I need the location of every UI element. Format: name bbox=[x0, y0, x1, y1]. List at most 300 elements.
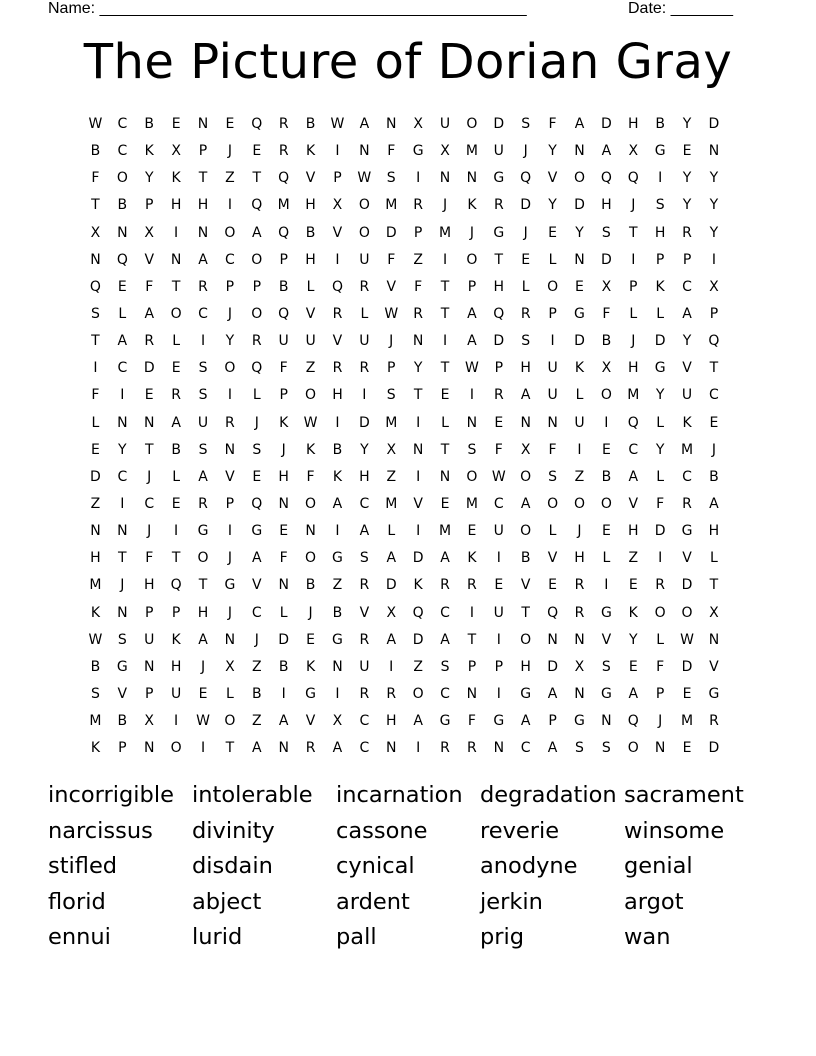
grid-letter: C bbox=[117, 468, 128, 485]
grid-letter: E bbox=[682, 143, 692, 160]
grid-letter: L bbox=[656, 305, 665, 322]
letter-grid bbox=[82, 111, 727, 762]
grid-letter: M bbox=[627, 387, 640, 404]
grid-letter: R bbox=[709, 713, 719, 730]
grid-letter: F bbox=[467, 713, 476, 730]
grid-letter: I bbox=[416, 414, 421, 431]
grid-letter: L bbox=[172, 333, 181, 350]
grid-letter: L bbox=[521, 278, 530, 295]
grid-letter: L bbox=[602, 550, 611, 567]
grid-letter: T bbox=[440, 360, 450, 377]
grid-letter: G bbox=[332, 631, 343, 648]
grid-letter: E bbox=[225, 116, 235, 132]
grid-letter: O bbox=[224, 224, 236, 241]
grid-letter: Z bbox=[574, 468, 585, 485]
grid-letter: I bbox=[335, 251, 340, 268]
grid-letter: O bbox=[224, 713, 236, 730]
grid-letter: C bbox=[144, 495, 155, 512]
grid-letter: D bbox=[708, 116, 720, 132]
word-list-item: ardent bbox=[336, 888, 410, 915]
grid-letter: B bbox=[305, 116, 316, 132]
grid-letter: Y bbox=[628, 631, 638, 648]
grid-letter: N bbox=[547, 631, 558, 648]
grid-letter: H bbox=[574, 550, 585, 567]
grid-letter: O bbox=[251, 305, 263, 322]
grid-letter: N bbox=[574, 685, 585, 702]
grid-letter: Q bbox=[627, 170, 639, 187]
grid-letter: X bbox=[144, 224, 155, 241]
grid-letter: D bbox=[574, 333, 585, 350]
grid-letter: U bbox=[197, 414, 209, 431]
grid-letter: Q bbox=[547, 604, 559, 621]
grid-letter: S bbox=[575, 740, 584, 757]
grid-letter: R bbox=[359, 360, 370, 377]
grid-letter: O bbox=[466, 116, 478, 132]
word-list-item: narcissus bbox=[48, 817, 153, 844]
grid-letter: E bbox=[440, 495, 450, 512]
grid-letter: Q bbox=[251, 495, 263, 512]
grid-letter: E bbox=[601, 441, 611, 458]
grid-letter: H bbox=[627, 360, 639, 377]
grid-letter: A bbox=[332, 740, 343, 757]
grid-letter: W bbox=[384, 305, 399, 322]
grid-letter: E bbox=[279, 523, 289, 540]
grid-letter: K bbox=[90, 740, 101, 757]
grid-letter: V bbox=[332, 333, 343, 350]
grid-letter: Y bbox=[413, 360, 423, 377]
grid-letter: H bbox=[654, 224, 666, 241]
grid-letter: Y bbox=[655, 441, 665, 458]
grid-letter: K bbox=[171, 170, 181, 187]
grid-letter: S bbox=[548, 468, 558, 485]
grid-letter: J bbox=[631, 333, 636, 350]
grid-letter: Y bbox=[709, 224, 719, 241]
grid-letter: O bbox=[466, 251, 478, 268]
grid-letter: A bbox=[171, 414, 181, 431]
grid-letter: I bbox=[389, 658, 394, 675]
grid-letter: K bbox=[574, 360, 585, 377]
grid-letter: N bbox=[117, 604, 128, 621]
grid-letter: S bbox=[467, 441, 477, 458]
grid-letter: F bbox=[91, 170, 100, 187]
grid-letter: R bbox=[493, 387, 504, 404]
grid-letter: C bbox=[628, 441, 639, 458]
grid-letter: O bbox=[305, 550, 317, 567]
grid-letter: Y bbox=[575, 224, 584, 241]
grid-letter: R bbox=[520, 305, 531, 322]
grid-letter: T bbox=[440, 305, 450, 322]
grid-letter: U bbox=[359, 658, 370, 675]
grid-letter: W bbox=[680, 631, 694, 648]
grid-letter: A bbox=[198, 468, 208, 485]
grid-letter: T bbox=[198, 170, 208, 187]
grid-letter: I bbox=[631, 251, 636, 268]
grid-letter: L bbox=[656, 631, 665, 648]
grid-letter: V bbox=[709, 658, 719, 675]
word-list-item: anodyne bbox=[480, 853, 578, 880]
grid-letter: S bbox=[386, 170, 396, 187]
grid-letter: Z bbox=[251, 713, 262, 730]
grid-letter: D bbox=[654, 333, 666, 350]
grid-letter: X bbox=[709, 604, 719, 621]
grid-letter: A bbox=[520, 387, 531, 404]
grid-letter: R bbox=[682, 224, 692, 241]
grid-letter: R bbox=[493, 197, 504, 214]
grid-letter: P bbox=[225, 278, 235, 295]
grid-letter: D bbox=[600, 251, 612, 268]
grid-letter: Q bbox=[627, 713, 639, 730]
word-list-item: degradation bbox=[480, 782, 617, 808]
grid-letter: F bbox=[414, 278, 423, 295]
word-list-item: cynical bbox=[336, 853, 415, 880]
grid-letter: Q bbox=[412, 604, 424, 621]
grid-letter: J bbox=[227, 143, 232, 160]
grid-letter: T bbox=[91, 333, 100, 350]
grid-letter: H bbox=[170, 197, 182, 214]
grid-letter: S bbox=[91, 685, 100, 702]
grid-letter: L bbox=[118, 305, 127, 322]
grid-letter: H bbox=[332, 387, 343, 404]
grid-letter: T bbox=[521, 604, 530, 621]
grid-letter: K bbox=[628, 604, 638, 621]
grid-letter: Q bbox=[708, 333, 720, 350]
grid-letter: V bbox=[359, 604, 370, 621]
grid-letter: X bbox=[332, 197, 343, 214]
word-list-item: sacrament bbox=[624, 782, 744, 808]
grid-letter: E bbox=[628, 658, 638, 675]
grid-letter: S bbox=[601, 224, 611, 241]
grid-letter: L bbox=[306, 278, 315, 295]
grid-letter: Q bbox=[278, 224, 290, 241]
grid-letter: R bbox=[359, 685, 370, 702]
grid-letter: O bbox=[600, 495, 612, 512]
grid-letter: R bbox=[440, 577, 450, 594]
grid-letter: M bbox=[438, 523, 452, 540]
grid-letter: X bbox=[601, 360, 612, 377]
grid-letter: A bbox=[359, 523, 370, 540]
grid-letter: N bbox=[466, 170, 478, 187]
grid-letter: Z bbox=[628, 550, 639, 567]
word-list-item: stifled bbox=[48, 853, 118, 880]
grid-letter: L bbox=[360, 305, 369, 322]
grid-letter: J bbox=[227, 604, 232, 621]
grid-letter: R bbox=[332, 305, 343, 322]
grid-letter: J bbox=[147, 468, 152, 485]
grid-letter: P bbox=[413, 224, 423, 241]
grid-letter: E bbox=[171, 360, 181, 377]
grid-letter: D bbox=[708, 740, 720, 757]
grid-letter: G bbox=[305, 685, 316, 702]
grid-letter: Q bbox=[331, 278, 343, 295]
grid-letter: O bbox=[681, 604, 693, 621]
grid-letter: C bbox=[251, 604, 262, 621]
grid-letter: U bbox=[574, 414, 585, 431]
grid-letter: H bbox=[197, 197, 209, 214]
grid-letter: H bbox=[520, 658, 531, 675]
grid-letter: O bbox=[358, 224, 370, 241]
grid-letter: I bbox=[120, 387, 125, 404]
grid-letter: R bbox=[305, 740, 316, 757]
grid-letter: V bbox=[305, 305, 316, 322]
grid-letter: G bbox=[654, 143, 666, 160]
grid-letter: O bbox=[170, 740, 182, 757]
date-field-label: Date: _______ bbox=[628, 0, 733, 17]
grid-letter: V bbox=[386, 278, 397, 295]
grid-letter: U bbox=[547, 360, 558, 377]
grid-letter: P bbox=[467, 278, 477, 295]
grid-letter: D bbox=[412, 550, 424, 567]
grid-letter: D bbox=[385, 577, 397, 594]
grid-letter: O bbox=[520, 631, 532, 648]
grid-letter: E bbox=[252, 143, 262, 160]
grid-letter: J bbox=[389, 333, 394, 350]
grid-letter: A bbox=[278, 713, 289, 730]
grid-letter: X bbox=[386, 604, 397, 621]
grid-letter: I bbox=[174, 224, 179, 241]
grid-letter: V bbox=[682, 550, 692, 567]
grid-letter: N bbox=[412, 441, 424, 458]
word-list-item: florid bbox=[48, 888, 106, 915]
grid-letter: V bbox=[305, 170, 316, 187]
grid-letter: N bbox=[90, 251, 101, 268]
grid-letter: V bbox=[225, 468, 235, 485]
grid-letter: J bbox=[200, 658, 206, 675]
grid-letter: J bbox=[711, 441, 716, 458]
grid-letter: A bbox=[198, 251, 208, 268]
grid-letter: Q bbox=[251, 197, 263, 214]
grid-letter: C bbox=[117, 143, 128, 160]
word-list-item: ennui bbox=[48, 924, 111, 951]
grid-letter: H bbox=[627, 116, 639, 132]
grid-letter: I bbox=[227, 197, 232, 214]
grid-letter: R bbox=[332, 360, 343, 377]
grid-letter: X bbox=[709, 278, 719, 295]
grid-letter: W bbox=[357, 170, 372, 187]
grid-letter: F bbox=[494, 441, 503, 458]
grid-letter: O bbox=[197, 550, 209, 567]
grid-letter: M bbox=[465, 495, 478, 512]
grid-letter: Y bbox=[360, 441, 369, 458]
grid-letter: A bbox=[628, 468, 639, 485]
grid-letter: G bbox=[224, 577, 236, 594]
grid-letter: V bbox=[413, 495, 423, 512]
grid-letter: N bbox=[278, 740, 289, 757]
grid-letter: E bbox=[117, 278, 127, 295]
word-list-item: jerkin bbox=[480, 888, 543, 915]
grid-letter: F bbox=[656, 495, 665, 512]
grid-letter: H bbox=[305, 251, 316, 268]
grid-letter: I bbox=[335, 685, 340, 702]
grid-letter: P bbox=[279, 251, 288, 268]
grid-letter: Q bbox=[89, 278, 101, 295]
grid-letter: A bbox=[440, 550, 450, 567]
word-list-item: incarnation bbox=[336, 782, 463, 808]
grid-letter: D bbox=[278, 631, 290, 648]
grid-letter: I bbox=[416, 740, 421, 757]
grid-letter: C bbox=[682, 468, 692, 485]
grid-letter: E bbox=[601, 523, 611, 540]
grid-letter: T bbox=[171, 278, 181, 295]
grid-letter: B bbox=[90, 143, 101, 160]
grid-letter: G bbox=[600, 685, 612, 702]
grid-letter: R bbox=[440, 740, 450, 757]
word-list-item: wan bbox=[624, 924, 671, 951]
grid-letter: X bbox=[171, 143, 181, 160]
grid-letter: A bbox=[386, 550, 397, 567]
grid-letter: R bbox=[655, 577, 666, 594]
grid-letter: S bbox=[386, 387, 396, 404]
grid-letter: P bbox=[548, 305, 557, 322]
grid-letter: N bbox=[117, 414, 128, 431]
grid-letter: N bbox=[386, 116, 397, 132]
grid-letter: E bbox=[682, 685, 692, 702]
grid-letter: R bbox=[225, 414, 235, 431]
grid-letter: N bbox=[412, 333, 424, 350]
word-list-item: incorrigible bbox=[48, 782, 174, 808]
grid-letter: M bbox=[89, 713, 102, 730]
grid-letter: I bbox=[120, 495, 125, 512]
grid-letter: J bbox=[227, 305, 232, 322]
grid-letter: J bbox=[147, 523, 152, 540]
grid-letter: X bbox=[332, 713, 343, 730]
grid-letter: P bbox=[655, 251, 665, 268]
word-list-item: winsome bbox=[624, 817, 725, 844]
grid-letter: P bbox=[548, 713, 557, 730]
grid-letter: T bbox=[252, 170, 262, 187]
grid-letter: E bbox=[548, 577, 558, 594]
grid-letter: Q bbox=[251, 116, 263, 132]
grid-letter: F bbox=[548, 441, 557, 458]
grid-letter: R bbox=[467, 740, 477, 757]
grid-letter: B bbox=[601, 468, 612, 485]
grid-letter: I bbox=[281, 685, 286, 702]
grid-letter: B bbox=[90, 658, 101, 675]
grid-letter: X bbox=[628, 143, 639, 160]
grid-letter: N bbox=[197, 224, 209, 241]
grid-letter: U bbox=[439, 116, 451, 132]
grid-letter: B bbox=[278, 658, 289, 675]
grid-letter: F bbox=[145, 550, 154, 567]
grid-letter: U bbox=[493, 604, 504, 621]
grid-letter: L bbox=[91, 414, 100, 431]
grid-letter: D bbox=[385, 224, 397, 241]
grid-letter: H bbox=[305, 197, 316, 214]
grid-letter: U bbox=[144, 631, 155, 648]
grid-letter: N bbox=[117, 523, 128, 540]
grid-letter: N bbox=[654, 740, 666, 757]
grid-letter: P bbox=[467, 658, 477, 675]
grid-letter: Z bbox=[90, 495, 101, 512]
grid-letter: Q bbox=[627, 414, 639, 431]
grid-letter: R bbox=[574, 604, 585, 621]
grid-letter: E bbox=[467, 523, 477, 540]
grid-letter: R bbox=[144, 333, 155, 350]
grid-letter: T bbox=[225, 740, 235, 757]
grid-letter: K bbox=[305, 143, 316, 160]
grid-letter: W bbox=[491, 468, 506, 485]
grid-letter: P bbox=[225, 495, 235, 512]
grid-letter: R bbox=[359, 278, 370, 295]
grid-letter: D bbox=[600, 116, 612, 132]
grid-letter: H bbox=[493, 278, 505, 295]
grid-letter: F bbox=[279, 550, 288, 567]
grid-letter: Y bbox=[682, 116, 692, 132]
grid-letter: E bbox=[575, 278, 584, 295]
grid-letter: D bbox=[520, 197, 532, 214]
grid-letter: N bbox=[493, 740, 505, 757]
grid-letter: J bbox=[120, 577, 125, 594]
grid-letter: E bbox=[494, 414, 504, 431]
grid-letter: D bbox=[493, 333, 505, 350]
grid-letter: N bbox=[90, 523, 101, 540]
grid-letter: F bbox=[548, 116, 557, 132]
grid-letter: I bbox=[550, 333, 555, 350]
grid-letter: V bbox=[628, 495, 639, 512]
grid-letter: H bbox=[627, 523, 639, 540]
grid-letter: Y bbox=[709, 197, 719, 214]
grid-letter: M bbox=[277, 197, 290, 214]
grid-letter: Z bbox=[332, 577, 343, 594]
grid-letter: V bbox=[332, 224, 343, 241]
grid-letter: A bbox=[467, 333, 477, 350]
grid-letter: R bbox=[359, 577, 370, 594]
grid-letter: V bbox=[144, 251, 155, 268]
grid-letter: M bbox=[680, 713, 694, 730]
grid-letter: P bbox=[387, 360, 396, 377]
grid-letter: U bbox=[305, 333, 316, 350]
word-list-item: argot bbox=[624, 888, 684, 915]
grid-letter: B bbox=[171, 441, 181, 458]
grid-letter: L bbox=[548, 523, 557, 540]
grid-letter: Q bbox=[493, 305, 505, 322]
grid-letter: S bbox=[440, 658, 450, 675]
grid-letter: D bbox=[547, 658, 558, 675]
grid-letter: J bbox=[523, 143, 528, 160]
grid-letter: A bbox=[117, 333, 128, 350]
grid-letter: I bbox=[335, 143, 340, 160]
grid-letter: Y bbox=[225, 333, 235, 350]
grid-letter: V bbox=[547, 550, 558, 567]
grid-letter: C bbox=[198, 305, 208, 322]
grid-letter: K bbox=[682, 414, 692, 431]
grid-letter: O bbox=[224, 360, 236, 377]
grid-letter: J bbox=[227, 550, 232, 567]
grid-letter: P bbox=[118, 740, 127, 757]
grid-letter: T bbox=[440, 278, 450, 295]
grid-letter: H bbox=[170, 658, 182, 675]
grid-letter: E bbox=[91, 441, 100, 458]
grid-letter: A bbox=[628, 685, 639, 702]
grid-letter: K bbox=[90, 604, 101, 621]
grid-letter: F bbox=[279, 360, 288, 377]
grid-letter: W bbox=[88, 631, 103, 648]
grid-letter: T bbox=[440, 441, 450, 458]
grid-letter: C bbox=[117, 360, 128, 377]
grid-letter: L bbox=[252, 387, 261, 404]
grid-letter: B bbox=[117, 713, 128, 730]
grid-letter: P bbox=[494, 658, 504, 675]
grid-letter: Y bbox=[548, 143, 557, 160]
word-list-item: disdain bbox=[192, 853, 273, 880]
grid-letter: A bbox=[574, 116, 585, 132]
grid-letter: E bbox=[306, 631, 315, 648]
grid-letter: C bbox=[225, 251, 235, 268]
grid-letter: O bbox=[251, 251, 263, 268]
grid-letter: G bbox=[708, 685, 720, 702]
grid-letter: A bbox=[332, 495, 343, 512]
grid-letter: H bbox=[708, 523, 720, 540]
grid-letter: O bbox=[412, 685, 424, 702]
